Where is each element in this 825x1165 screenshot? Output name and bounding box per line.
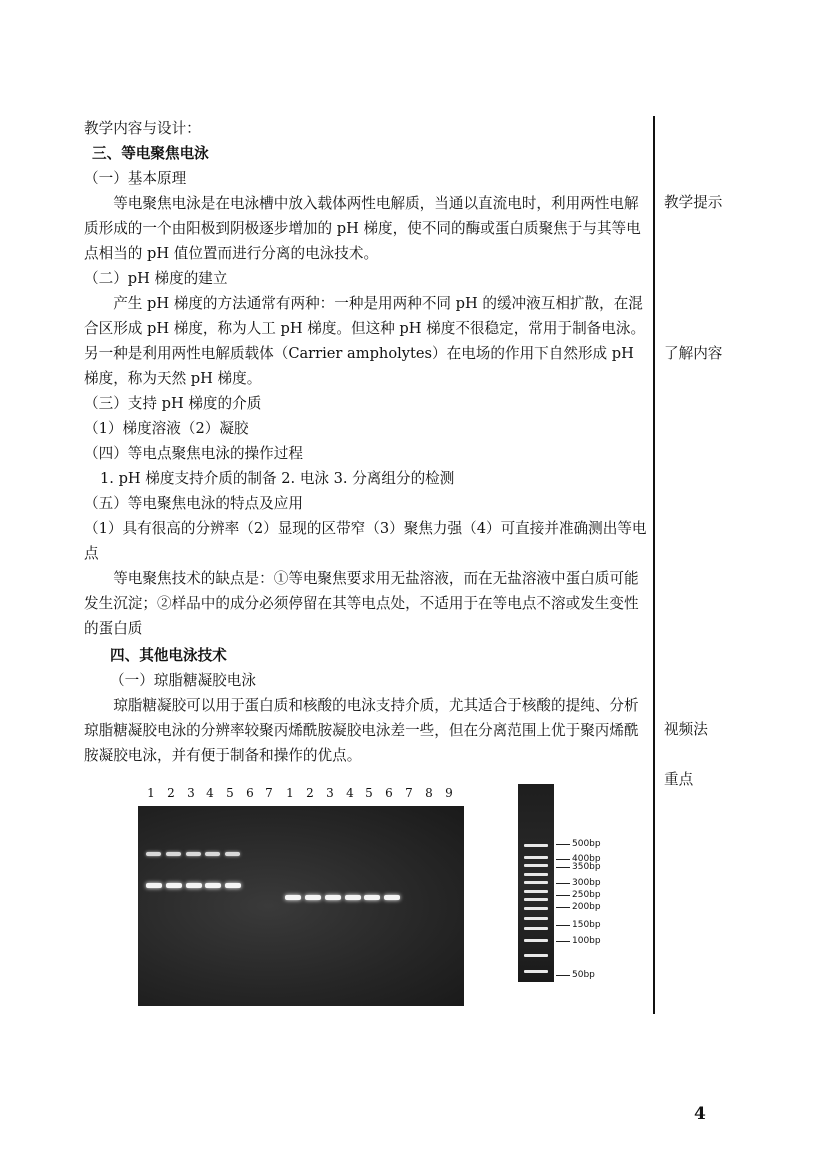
section-4-title: 四、其他电泳技术: [110, 647, 227, 664]
section-3-p2: 产生 pH 梯度的方法通常有两种：一种是用两种不同 pH 的缓冲液互相扩散，在混合区形成 pH 梯度，称为人工 pH 梯度。但这种 pH 梯度不很稳定，常用于制备电泳。另一种是利用两性电解质载体（Carrier ampholytes）在电场的作用下自然形成 pH 梯度，称为天然 pH 梯度。: [84, 295, 646, 387]
gel-band: [364, 895, 380, 900]
section-4-p1: 琼脂糖凝胶可以用于蛋白质和核酸的电泳支持介质，尤其适合于核酸的提纯、分析琼脂糖凝胶电泳的分辨率较聚丙烯酰胺凝胶电泳差一些，但在分离范围上优于聚丙烯酰胺凝胶电泳，并有便于制备和操作的优点。: [84, 697, 639, 764]
ladder-band: [524, 954, 548, 957]
section-3-p6: 等电聚焦技术的缺点是：①等电聚焦要求用无盐溶液，而在无盐溶液中蛋白质可能发生沉淀；②样品中的成分必须停留在其等电点处，不适用于在等电点不溶或发生变性的蛋白质: [84, 570, 639, 637]
side-note-understand: 了解内容: [664, 345, 723, 362]
gel-band: [384, 895, 400, 900]
ladder-size-label: 100bp: [572, 936, 601, 946]
gel-band: [325, 895, 341, 900]
ladder-photo: [518, 784, 554, 982]
ladder-band: [524, 864, 548, 867]
gel-band: [205, 883, 221, 888]
dna-ladder-image: [518, 784, 618, 984]
section-3-sub3: （三）支持 pH 梯度的介质: [84, 395, 262, 412]
gel-lane-number: 4: [206, 786, 214, 800]
ladder-band: [524, 890, 548, 893]
gel-lane-number: 3: [326, 786, 334, 800]
ladder-band: [524, 917, 548, 920]
section-3-p5: （1）具有很高的分辨率（2）显现的区带窄（3）聚焦力强（4）可直接并准确测出等电点: [84, 520, 647, 562]
section-3-p4: 1. pH 梯度支持介质的制备 2. 电泳 3. 分离组分的检测: [100, 470, 455, 487]
gel-band: [205, 852, 220, 856]
section-3-p3: （1）梯度溶液（2）凝胶: [84, 420, 249, 437]
side-note-video: 视频法: [664, 721, 708, 738]
ladder-size-label: 300bp: [572, 878, 601, 888]
ladder-size-label: 200bp: [572, 902, 601, 912]
gel-band: [285, 895, 301, 900]
ladder-band: [524, 907, 548, 910]
gel-lane-number: 1: [147, 786, 155, 800]
gel-lane-number: 7: [405, 786, 413, 800]
ladder-band: [524, 873, 548, 876]
ladder-tick: [556, 859, 570, 860]
ladder-band: [524, 844, 548, 847]
ladder-tick: [556, 941, 570, 942]
ladder-band: [524, 939, 548, 942]
gel-lane-numbers: [136, 786, 466, 804]
gel-lane-number: 5: [365, 786, 373, 800]
side-note-key-point: 重点: [664, 771, 694, 788]
ladder-size-label: 350bp: [572, 862, 601, 872]
gel-lane-number: 7: [265, 786, 273, 800]
ladder-size-label: 400bp: [572, 854, 601, 864]
section-3-sub2: （二）pH 梯度的建立: [84, 270, 228, 287]
gel-lane-number: 9: [445, 786, 453, 800]
main-content: [84, 116, 650, 768]
gel-lane-number: 6: [246, 786, 254, 800]
ladder-size-label: 500bp: [572, 839, 601, 849]
gel-band: [146, 852, 161, 856]
section-3-title: 三、等电聚焦电泳: [92, 145, 209, 162]
section-4-sub1: （一）琼脂糖凝胶电泳: [110, 672, 256, 689]
ladder-tick: [556, 907, 570, 908]
section-3-p1: 等电聚焦电泳是在电泳槽中放入载体两性电解质，当通以直流电时，利用两性电解质形成的一个由阳极到阴极逐步增加的 pH 梯度，使不同的酶或蛋白质聚焦于与其等电点相当的 pH 值位置而进行分离的电泳技术。: [84, 195, 641, 262]
gel-lane-number: 2: [306, 786, 314, 800]
ladder-tick: [556, 844, 570, 845]
page-number: 4: [694, 1104, 706, 1124]
section-header: 教学内容与设计：: [84, 120, 201, 137]
gel-lane-number: 8: [425, 786, 433, 800]
gel-band: [345, 895, 361, 900]
ladder-tick: [556, 883, 570, 884]
ladder-band: [524, 898, 548, 901]
gel-band: [225, 883, 241, 888]
gel-lane-number: 1: [286, 786, 294, 800]
ladder-band: [524, 970, 548, 973]
ladder-size-label: 250bp: [572, 890, 601, 900]
ladder-size-label: 150bp: [572, 920, 601, 930]
ladder-band: [524, 927, 548, 930]
column-divider: [653, 116, 655, 1014]
gel-band: [305, 895, 321, 900]
gel-band: [166, 883, 182, 888]
gel-lane-number: 5: [226, 786, 234, 800]
gel-band: [225, 852, 240, 856]
gel-lane-number: 4: [346, 786, 354, 800]
section-3-sub5: （五）等电聚焦电泳的特点及应用: [84, 495, 303, 512]
gel-band: [186, 883, 202, 888]
gel-photo: [138, 806, 464, 1006]
ladder-tick: [556, 975, 570, 976]
gel-band: [146, 883, 162, 888]
ladder-tick: [556, 895, 570, 896]
section-3-sub4: （四）等电点聚焦电泳的操作过程: [84, 445, 303, 462]
gel-image: [136, 786, 466, 1008]
gel-band: [186, 852, 201, 856]
ladder-band: [524, 856, 548, 859]
gel-lane-number: 3: [187, 786, 195, 800]
gel-band: [166, 852, 181, 856]
ladder-tick: [556, 867, 570, 868]
ladder-size-label: 50bp: [572, 970, 595, 980]
ladder-tick: [556, 925, 570, 926]
gel-lane-number: 6: [385, 786, 393, 800]
gel-lane-number: 2: [167, 786, 175, 800]
section-3-sub1: （一）基本原理: [84, 170, 187, 187]
side-note-teaching-tip: 教学提示: [664, 194, 723, 211]
ladder-band: [524, 881, 548, 884]
